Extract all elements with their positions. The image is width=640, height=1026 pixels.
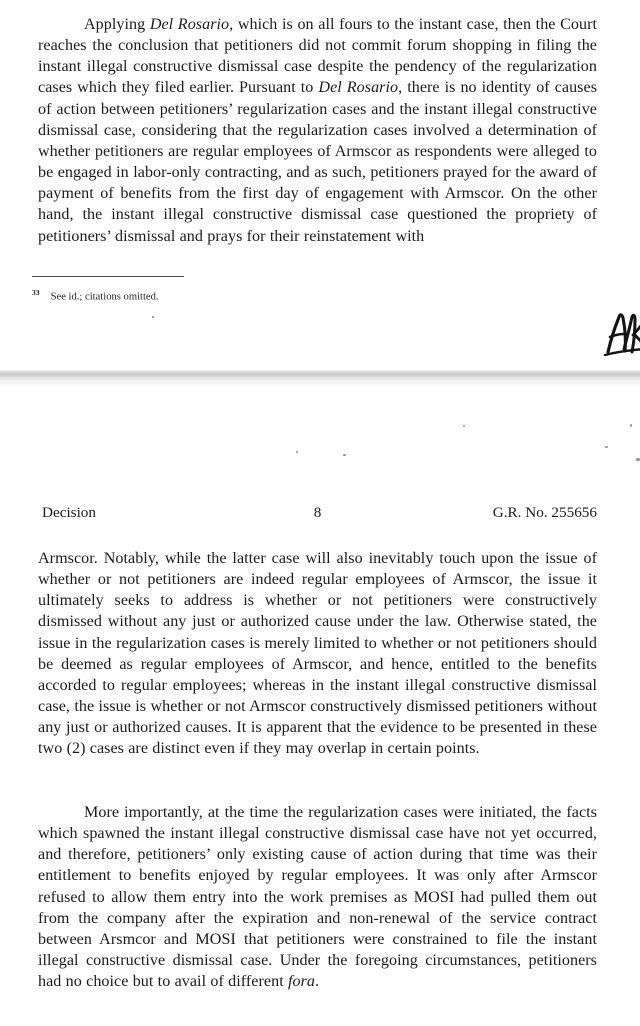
lower-page-paragraph-2-container: [38, 802, 597, 992]
paragraph-text-segment: Applying: [84, 16, 150, 33]
paragraph-applying-del-rosario: [38, 14, 597, 247]
header-case-number: G.R. No. 255656: [492, 504, 597, 521]
scan-artifact-speck: [463, 425, 465, 427]
scanned-page-upper: [0, 0, 640, 370]
paragraph-armscor-notably: Armscor. Notably, while the latter case will also inevitably touch upon the issue of whether or not petitioners are indeed regular employees of Armscor, the issue it ultimately seeks to address is whether or not petitioners were constructively dismissed without any just or authorized cause under the law. Otherwise stated, the issue in the regularization cases is merely limited to whether or not petitioners should be deemed as regular employees of Armscor, and hence, entitled to the benefits accorded to regular employees; whereas in the instant illegal constructive dismissal case, the issue is whether or not Armscor constructively dismissed petitioners without any just or authorized causes. It is apparent that the evidence to be presented in these two (2) cases are distinct even if they may overlap in certain points.: [38, 550, 597, 758]
scan-artifact-speck: [630, 424, 632, 427]
paragraph-more-importantly: [38, 802, 597, 992]
paragraph-text-segment: , which is on all fours to the instant case, then the Court reaches the conclusion that petitioners did not commit forum shopping in filing the instant illegal constructive dismissal case despite the pendency of the regularization cases which they filed earlier. Pursuant to: [38, 16, 597, 97]
page-number: 8: [313, 504, 322, 521]
page-separator-band: [0, 368, 640, 388]
footnote-separator-rule: [32, 276, 184, 277]
header-document-type: Decision: [42, 504, 96, 521]
footnote-text: See id.; citations omitted.: [50, 291, 159, 303]
scan-artifact-speck: [605, 446, 608, 448]
scan-artifact-speck: [343, 454, 346, 456]
footnote-number: 33: [32, 288, 40, 297]
scan-artifact-speck: [296, 451, 298, 453]
footnote-item: [32, 286, 332, 304]
lower-page-paragraph-1-container: [38, 548, 597, 760]
scan-artifact-speck: [152, 316, 154, 318]
upper-page-body-text: [38, 14, 597, 247]
case-citation-del-rosario: Del Rosario: [149, 16, 230, 33]
scan-artifact-speck: [636, 458, 640, 461]
paragraph-text-segment: .: [315, 973, 320, 991]
paragraph-text-segment: More importantly, at the time the regularization cases were initiated, the facts which spawned the instant illegal constructive dismissal case have not yet occurred, and therefore, petitioners’ only existing cause of action during that time was their entitlement to benefits enjoyed by regular employees. It was only after Armscor refused to allow them entry into the work premises as MOSI had pulled them out from the company after the expiration and non-renewal of the service contract between Arsmcor and MOSI that petitioners were constrained to file the instant illegal constructive dismissal case. Under the foregoing circumstances, petitioners had no choice but to avail of different: [38, 804, 597, 991]
footnote-block: [32, 276, 332, 304]
paragraph-text-segment: , there is no identity of causes of action between petitioners’ regularization cases and the instant illegal constructive dismissal case, considering that the regularization cases involved a determination of whether petitioners are regular employees of Armscor as respondents were alleged to be engaged in labor-only contracting, and as such, petitioners prayed for the award of payment of benefits from the first day of engagement with Armscor. On the other hand, the instant illegal constructive dismissal case questioned the propriety of petitioners’ dismissal and prays for their reinstatement with: [38, 79, 598, 245]
running-page-header: [38, 503, 597, 523]
handwritten-initials-mark: [602, 308, 640, 360]
case-citation-del-rosario: Del Rosario: [318, 79, 399, 97]
latin-term-fora: fora: [288, 973, 316, 991]
